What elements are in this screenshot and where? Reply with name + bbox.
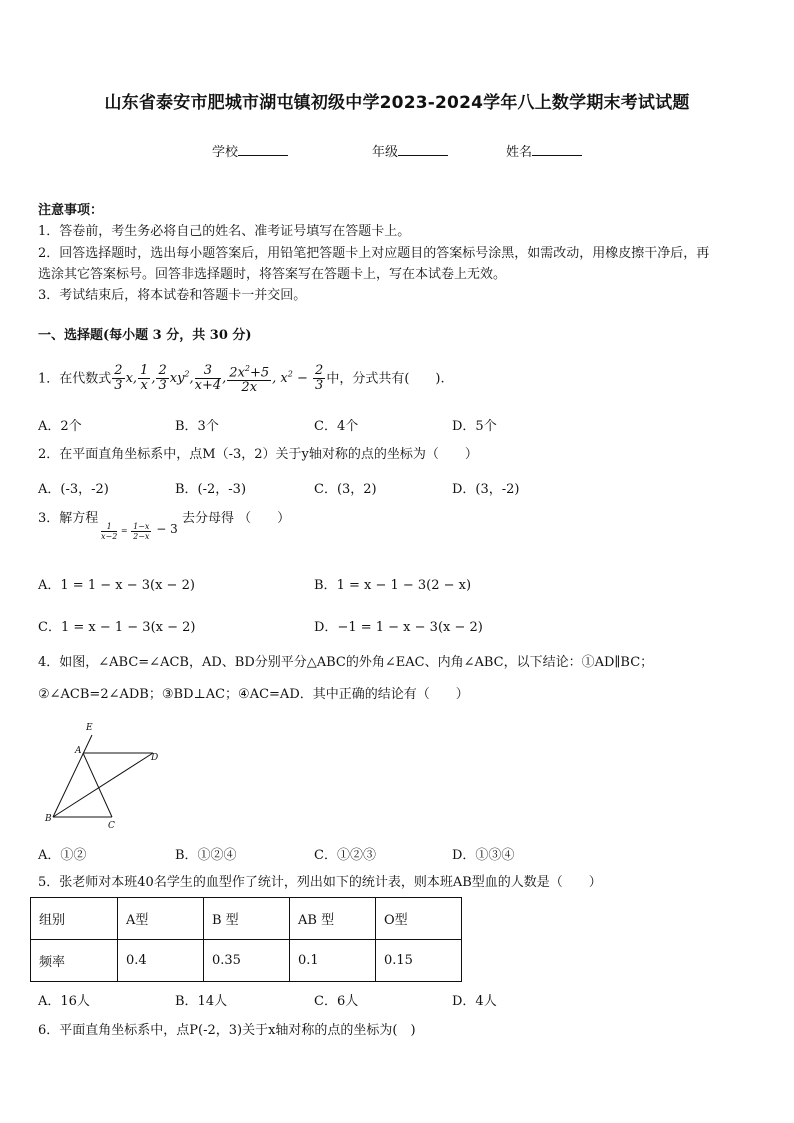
q2-option-b[interactable]: B．(-2，-3) [175,482,247,497]
q3-suffix: 去分母得 （ ） [182,511,291,526]
section-heading: 一、选择题(每小题 3 分，共 30 分) [38,328,252,343]
table-cell: AB 型 [290,898,376,940]
q4-option-b[interactable]: B．①②④ [175,848,237,863]
table-header-row [31,898,462,940]
school-label: 学校 [212,145,239,160]
q5-option-a[interactable]: A．16人 [38,994,90,1009]
table-cell: 0.35 [204,940,290,982]
line-ac [83,753,112,817]
name-field[interactable] [506,141,582,160]
table-cell: A型 [118,898,204,940]
q1-option-b[interactable]: B．3个 [175,419,219,434]
q3-option-a-label: A． [38,578,61,593]
grade-blank[interactable] [398,143,448,156]
q2-option-a[interactable]: A．(-3，-2) [38,482,109,497]
table-cell: B 型 [204,898,290,940]
q1-option-c[interactable]: C．4个 [314,419,359,434]
label-b: B [45,814,52,824]
table-cell: 组别 [31,898,118,940]
q4-option-a[interactable]: A．①② [38,848,87,863]
question-6: 6．平面直角坐标系中，点P(-2，3)关于x轴对称的点的坐标为( ) [38,1023,416,1038]
question-1 [38,358,445,396]
label-e: E [86,723,93,733]
q3-option-d-expr: −1 = 1 − x − 3(x − 2) [337,620,483,635]
q3-option-c[interactable] [38,616,195,635]
q3-option-c-label: C． [38,620,61,635]
q1-expressions: $\frac{2}{3}$ x, $\frac{1}{x}$ , $\frac{2}{3}$ $xy^2$, $\frac{3}{x+4}$ , $\frac{2x^2+5}{2x}$ , $x^2$ − $\frac{2}{3}$ [114,363,324,396]
q4-option-d[interactable]: D．①③④ [452,848,515,863]
q3-option-a-expr: 1 = 1 − x − 3(x − 2) [60,578,195,593]
table-row [31,940,462,982]
table-cell: 0.4 [118,940,204,982]
question-4-line2: ②∠ACB=2∠ADB；③BD⊥AC；④AC=AD．其中正确的结论有（ ） [38,687,469,702]
table-cell: 0.15 [376,940,462,982]
question-3 [38,510,98,528]
q3-option-a[interactable] [38,574,195,593]
table-cell: O型 [376,898,462,940]
label-a: A [75,746,82,756]
q3-option-b-expr: 1 = x − 1 − 3(2 − x) [336,578,472,593]
q4-triangle-figure [40,715,170,835]
notice-item: 1．答卷前，考生务必将自己的姓名、准考证号填写在答题卡上。 [38,224,411,239]
grade-field[interactable] [372,141,448,160]
q5-option-c[interactable]: C．6人 [314,994,359,1009]
notice-heading: 注意事项： [38,203,104,218]
question-2: 2．在平面直角坐标系中，点M（-3，2）关于y轴对称的点的坐标为（ ） [38,447,478,462]
q3-prefix: 3．解方程 [38,511,99,526]
q5-option-d[interactable]: D．4人 [452,994,497,1009]
notice-item: 选涂其它答案标号。回答非选择题时，将答案写在答题卡上，写在本试卷上无效。 [38,267,507,282]
q2-option-d[interactable]: D．(3，-2) [452,482,520,497]
blood-type-table [30,897,462,982]
table-cell: 频率 [31,940,118,982]
name-blank[interactable] [532,143,582,156]
label-d: D [151,753,159,763]
q1-option-d[interactable]: D．5个 [452,419,497,434]
q4-option-c[interactable]: C．①②③ [314,848,376,863]
q3-option-b[interactable] [314,574,471,593]
q1-prefix: 1．在代数式 [38,371,112,387]
q5-option-b[interactable]: B．14人 [175,994,228,1009]
question-4-line1: 4．如图，∠ABC=∠ACB，AD、BD分别平分△ABC的外角∠EAC、内角∠ABC，以下结论：①AD∥BC； [38,655,654,670]
notice-item: 2．回答选择题时，选出每小题答案后，用铅笔把答题卡上对应题目的答案标号涂黑，如需改动，用橡皮擦干净后，再 [38,246,710,261]
notice-item: 3．考试结束后，将本试卷和答题卡一并交回。 [38,288,307,303]
school-blank[interactable] [238,143,288,156]
question-5: 5．张老师对本班40名学生的血型作了统计，列出如下的统计表，则本班AB型血的人数是（ ） [38,875,602,890]
school-field[interactable] [212,141,288,160]
q1-suffix: 中，分式共有( ). [326,371,445,387]
q3-option-d-label: D． [314,620,338,635]
name-label: 姓名 [506,145,533,160]
page-title: 山东省泰安市肥城市湖屯镇初级中学2023-2024学年八上数学期末考试试题 [104,93,690,113]
q3-option-c-expr: 1 = x − 1 − 3(x − 2) [60,620,196,635]
q1-option-a[interactable]: A．2个 [38,419,82,434]
q3-equation: $\frac{1}{x-2}$ = $\frac{1-x}{2-x}$ − 3 [101,521,178,541]
q3-option-d[interactable] [314,616,483,635]
grade-label: 年级 [372,145,399,160]
label-c: C [108,821,115,831]
table-cell: 0.1 [290,940,376,982]
q2-option-c[interactable]: C．(3，2) [314,482,377,497]
q3-option-b-label: B． [314,578,337,593]
